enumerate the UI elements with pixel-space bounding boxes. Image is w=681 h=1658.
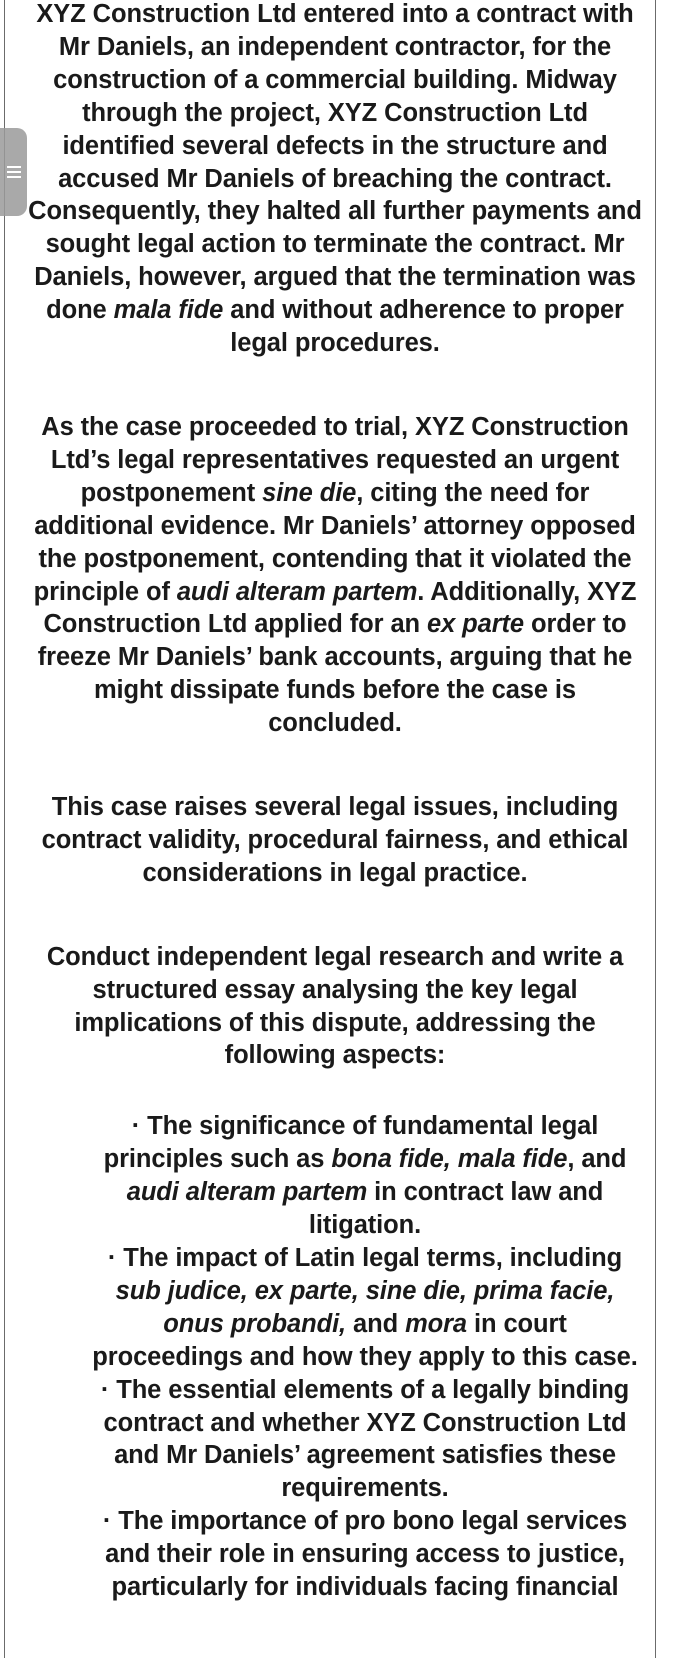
text: Conduct independent legal research and write a structured essay analysing the key legal implications of this dispute, addressing the following aspects:	[46, 942, 624, 1070]
text: · The impact of Latin legal terms, including	[107, 1244, 623, 1272]
paragraph-issues	[25, 791, 645, 890]
text: and	[346, 1309, 406, 1338]
text: This case raises several legal issues, including contract validity, procedural fairness, and ethical considerations in legal practice.	[41, 793, 629, 887]
latin-term: sine die	[262, 478, 357, 507]
list-item	[85, 1110, 645, 1242]
latin-term: ex parte	[427, 610, 525, 639]
text: , and	[567, 1145, 627, 1174]
latin-term: mora	[405, 1309, 468, 1338]
latin-term: sub judice, ex parte, sine die, prima facie, onus probandi,	[115, 1276, 615, 1338]
paragraph-trial	[25, 411, 645, 740]
aspects-list	[25, 1110, 645, 1604]
list-item	[85, 1374, 645, 1506]
paragraph-instructions	[25, 941, 645, 1073]
document-body	[25, 0, 645, 1604]
text: in court proceedings and how they apply to this case.	[92, 1309, 638, 1371]
latin-term: audi alteram partem	[126, 1178, 368, 1207]
text: , citing the need for additional evidence. Mr Daniels’ attorney opposed the postponement, contending that it violated the principle of	[33, 478, 636, 606]
text: in contract law and litigation.	[308, 1178, 604, 1240]
latin-term: mala fide	[113, 296, 224, 325]
text: and without adherence to proper legal procedures.	[223, 296, 624, 358]
paragraph-facts	[25, 0, 645, 360]
list-item	[85, 1242, 645, 1374]
list-item	[85, 1505, 645, 1604]
text: As the case proceeded to trial, XYZ Construction Ltd’s legal representatives requested an urgent postponement	[41, 412, 629, 507]
latin-term: audi alteram partem	[176, 577, 418, 606]
text: · The essential elements of a legally binding contract and whether XYZ Construction Ltd and Mr Daniels’ agreement satisfies these requirements.	[100, 1375, 630, 1503]
text: XYZ Construction Ltd entered into a contract with Mr Daniels, an independent contractor, for the construction of a commercial building. Midway through the project, XYZ Construction Ltd identified several defects in the structure and accused Mr Daniels of breaching the contract. Consequently, they halted all further payments and sought legal action to terminate the contract. Mr Daniels, however, argued that the termination was done	[28, 0, 642, 325]
latin-term: bona fide, mala fide	[331, 1145, 568, 1174]
text: . Additionally, XYZ Construction Ltd applied for an	[43, 577, 637, 639]
document-frame	[4, 0, 656, 1658]
text: order to freeze Mr Daniels’ bank accounts, arguing that he might dissipate funds before the case is concluded.	[37, 610, 633, 738]
text: · The importance of pro bono legal services and their role in ensuring access to justice, particularly for individuals facing financial	[102, 1507, 628, 1602]
text: · The significance of fundamental legal principles such as	[103, 1112, 599, 1174]
handle-lines	[7, 166, 21, 178]
drag-handle-icon[interactable]	[0, 128, 27, 216]
